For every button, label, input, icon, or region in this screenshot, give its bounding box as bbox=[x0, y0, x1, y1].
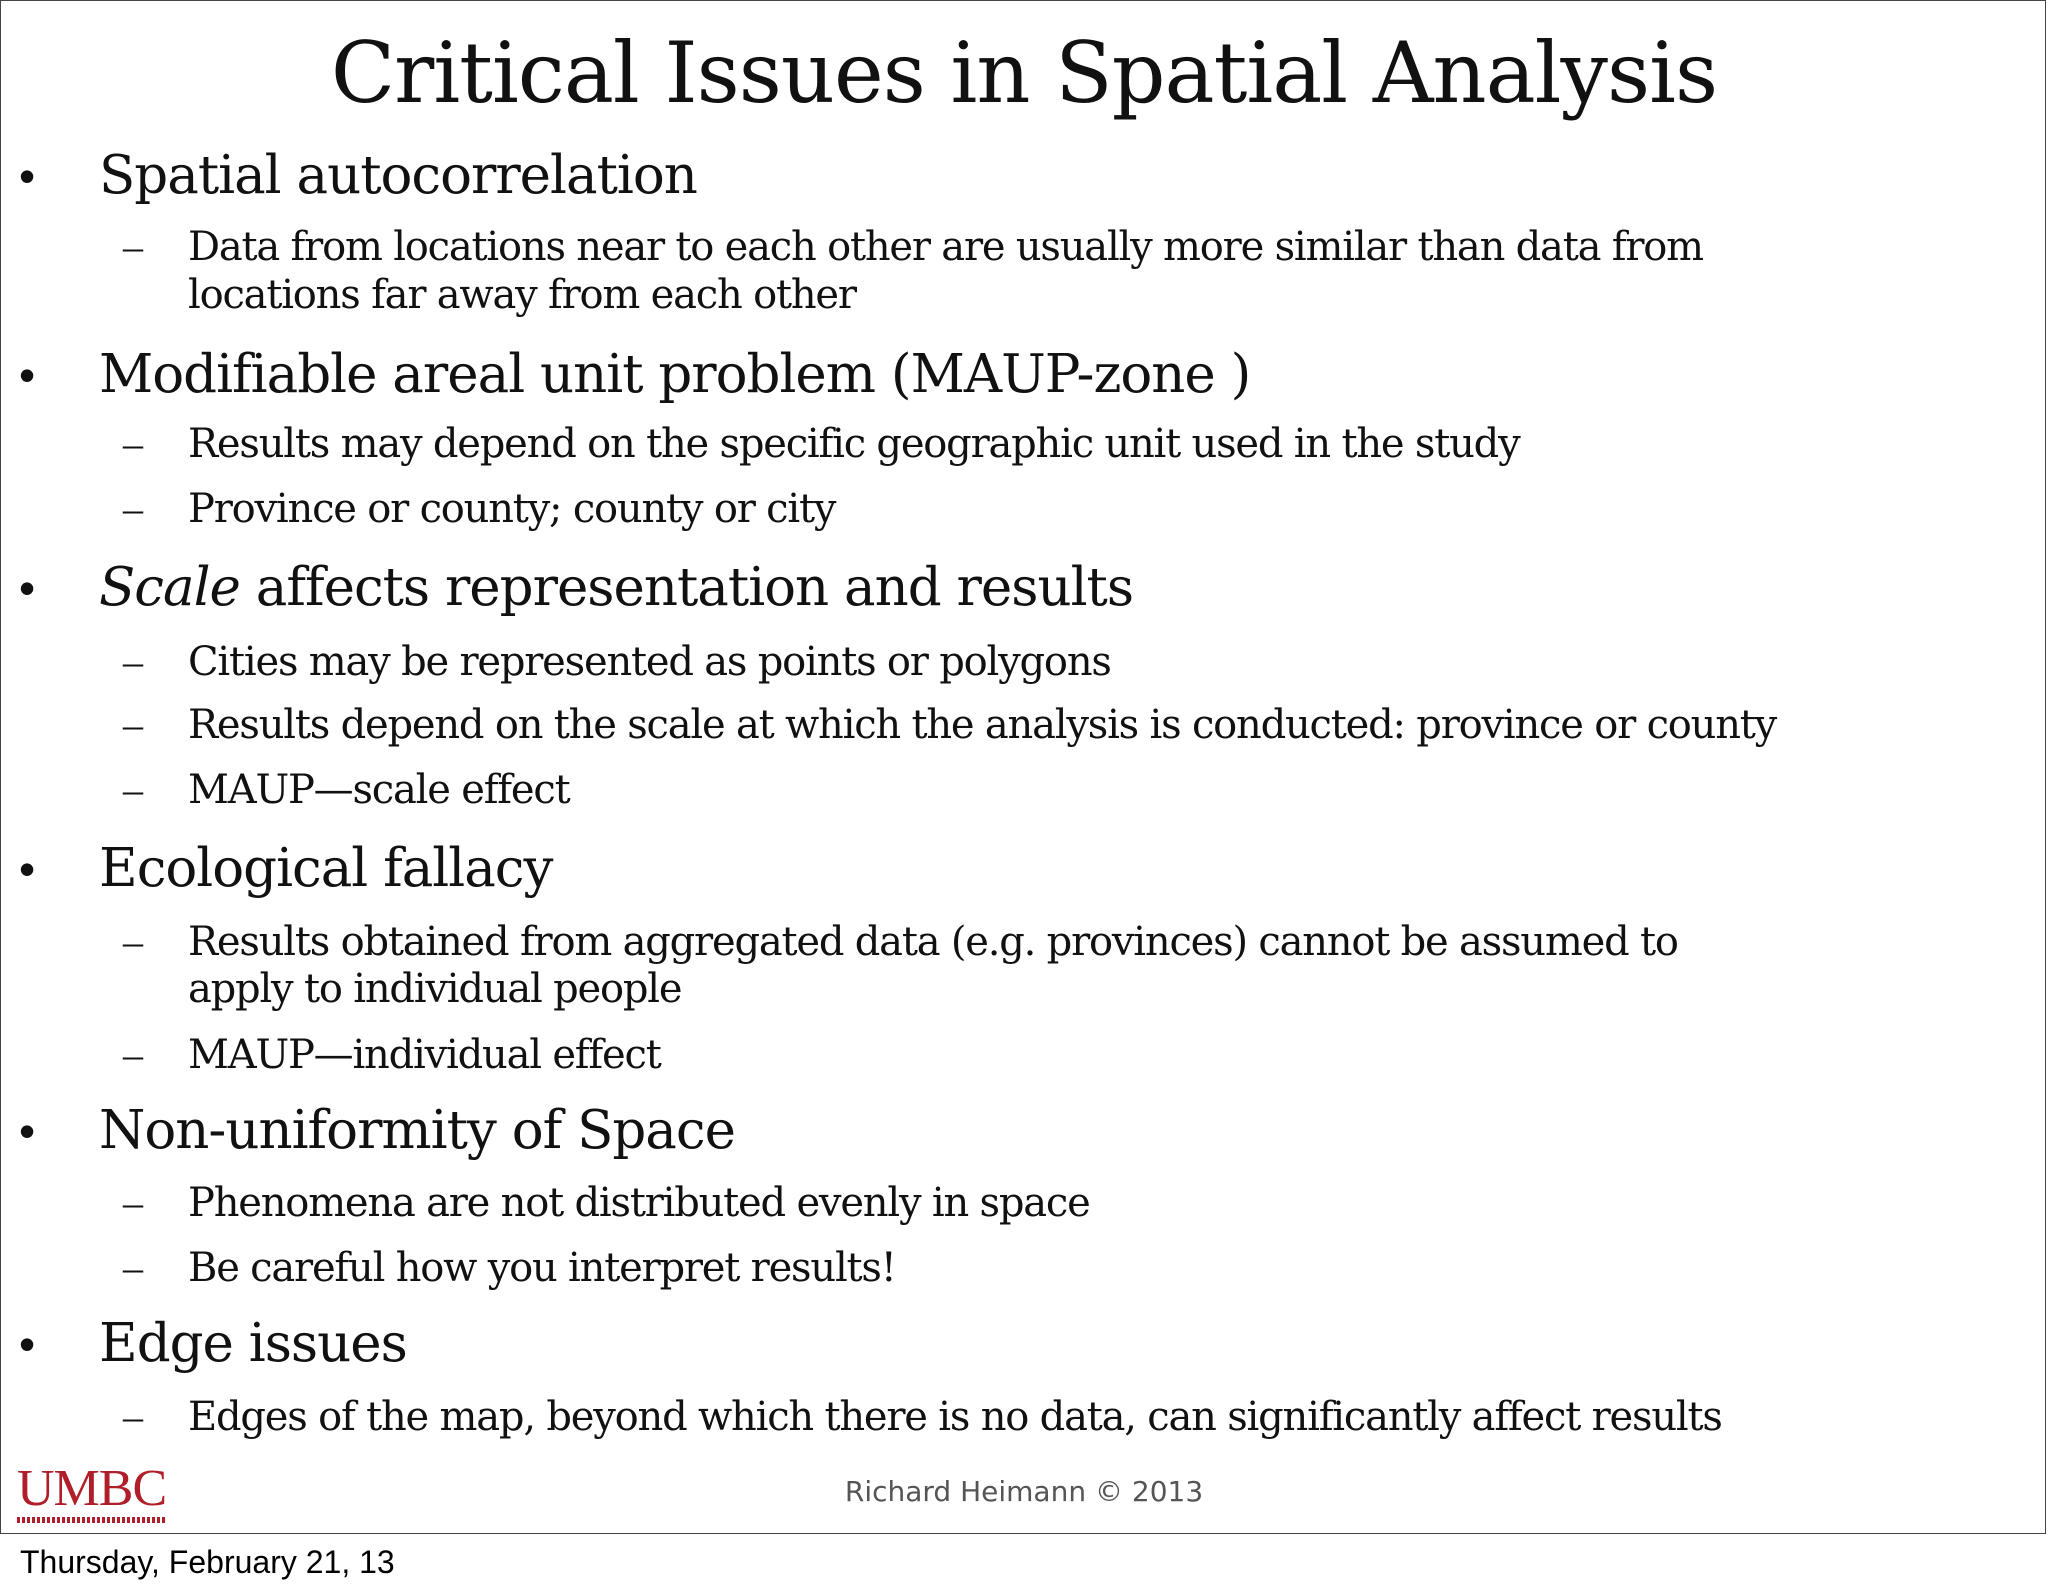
date-caption: Thursday, February 21, 13 bbox=[20, 1544, 395, 1580]
bullet-text-rest: affects representation and results bbox=[239, 557, 1134, 618]
logo-tagline-strip bbox=[17, 1517, 165, 1523]
sub-bullet-dash: – bbox=[123, 486, 143, 531]
bullet-dot: • bbox=[19, 562, 36, 614]
bullet-dot: • bbox=[19, 1318, 36, 1370]
sub-bullet-text: locations far away from each other bbox=[188, 272, 856, 318]
bullet-dot: • bbox=[19, 150, 36, 202]
sub-bullet-dash: – bbox=[123, 919, 143, 964]
sub-bullet-text: Edges of the map, beyond which there is no data, can significantly affect results bbox=[188, 1394, 1722, 1440]
sub-bullet-text: Be careful how you interpret results! bbox=[188, 1245, 896, 1291]
sub-bullet-dash: – bbox=[123, 1394, 143, 1439]
sub-bullet-dash: – bbox=[123, 702, 143, 747]
logo-text: UMBC bbox=[17, 1460, 167, 1517]
sub-bullet-text: Phenomena are not distributed evenly in space bbox=[188, 1180, 1090, 1226]
sub-bullet-dash: – bbox=[123, 1245, 143, 1290]
sub-bullet-dash: – bbox=[123, 767, 143, 812]
sub-bullet-dash: – bbox=[123, 421, 143, 466]
sub-bullet-dash: – bbox=[123, 224, 143, 269]
sub-bullet-text: apply to individual people bbox=[188, 966, 682, 1012]
sub-bullet-text: Results may depend on the specific geographic unit used in the study bbox=[188, 421, 1520, 467]
slide-title: Critical Issues in Spatial Analysis bbox=[330, 24, 1718, 122]
bullet-dot: • bbox=[19, 1105, 36, 1157]
sub-bullet-dash: – bbox=[123, 1032, 143, 1077]
bullet-text: Modifiable areal unit problem (MAUP-zone ) bbox=[99, 344, 1251, 405]
sub-bullet-dash: – bbox=[123, 1180, 143, 1225]
bullet-text: Ecological fallacy bbox=[99, 838, 553, 899]
sub-bullet-text: MAUP—individual effect bbox=[188, 1032, 661, 1078]
sub-bullet-text: Results obtained from aggregated data (e.g. provinces) cannot be assumed to bbox=[188, 919, 1678, 965]
bullet-text: Spatial autocorrelation bbox=[99, 145, 697, 206]
sub-bullet-text: Data from locations near to each other are usually more similar than data from bbox=[188, 224, 1703, 270]
bullet-dot: • bbox=[19, 843, 36, 895]
bullet-text: Edge issues bbox=[99, 1313, 407, 1374]
credit-text: Richard Heimann © 2013 bbox=[844, 1475, 1204, 1508]
bullet-text bbox=[99, 558, 1133, 618]
sub-bullet-dash: – bbox=[123, 639, 143, 684]
bullet-text: Non-uniformity of Space bbox=[99, 1100, 735, 1161]
bullet-dot: • bbox=[19, 349, 36, 401]
sub-bullet-text: Cities may be represented as points or polygons bbox=[188, 639, 1111, 685]
sub-bullet-text: MAUP—scale effect bbox=[188, 767, 570, 813]
bullet-text-italic: Scale bbox=[99, 557, 240, 618]
sub-bullet-text: Results depend on the scale at which the analysis is conducted: province or county bbox=[188, 702, 1777, 748]
sub-bullet-text: Province or county; county or city bbox=[188, 486, 836, 532]
